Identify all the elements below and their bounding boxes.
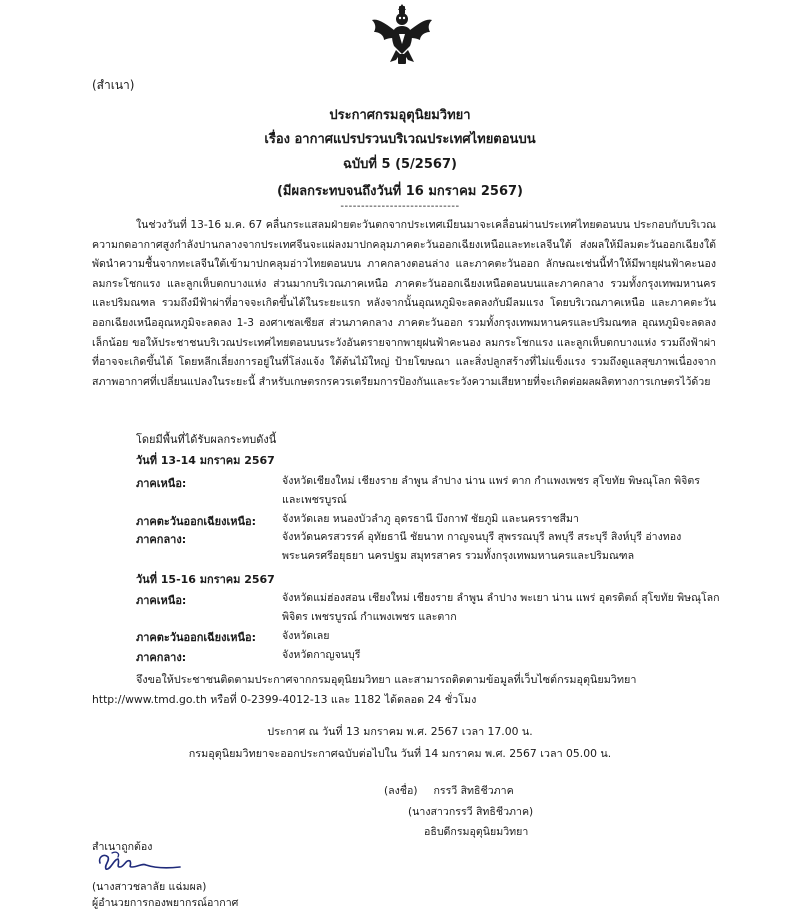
certifier-name: (นางสาวชลาลัย แฉ่มผล) [92, 881, 207, 893]
signer-title: อธิบดีกรมอุตุนิยมวิทยา [424, 826, 529, 838]
next-notice-datetime: กรมอุตุนิยมวิทยาจะออกประกาศฉบับต่อไปใน วันที่ 14 มกราคม พ.ศ. 2567 เวลา 05.00 น. [188, 747, 612, 760]
region-places: จังหวัดเชียงใหม่ เชียงราย ลำพูน ลำปาง น่าน แพร่ ตาก กำแพงเพชร สุโขทัย พิษณุโลก พิจิตร และเพชรบูรณ์ [282, 475, 700, 506]
region-places: จังหวัดเลย หนองบัวลำภู อุดรธานี บึงกาฬ ชัยภูมิ และนครราชสีมา [282, 513, 579, 525]
signature-line [384, 782, 514, 799]
region-places: จังหวัดแม่ฮ่องสอน เชียงใหม่ เชียงราย ลำพูน ลำปาง พะเยา น่าน แพร่ อุตรดิตถ์ สุโขทัย พิษณุโลก พิจิตร เพชรบูรณ์ กำแพงเพชร และตาก [282, 592, 720, 623]
separator-line: ----------------------------- [340, 201, 460, 212]
handwritten-signature-icon [94, 847, 184, 875]
garuda-emblem-icon [370, 4, 434, 66]
announcement-title: ประกาศกรมอุตุนิยมวิทยา [329, 108, 471, 123]
signed-label: (ลงชื่อ) [384, 785, 418, 797]
announcement-issue-number: ฉบับที่ 5 (5/2567) [343, 157, 457, 172]
period-date: วันที่ 15-16 มกราคม 2567 [136, 573, 275, 586]
announced-datetime: ประกาศ ณ วันที่ 13 มกราคม พ.ศ. 2567 เวลา 17.00 น. [267, 725, 533, 738]
signer-name: กรรวี สิทธิชีวภาค [433, 785, 514, 797]
region-label: ภาคเหนือ: [136, 594, 187, 607]
announcement-subject: เรื่อง อากาศแปรปรวนบริเวณประเทศไทยตอนบน [264, 132, 536, 147]
advice-paragraph: จึงขอให้ประชาชนติดตามประกาศจากกรมอุตุนิยมวิทยา และสามารถติดตามข้อมูลที่เว็บไซต์กรมอุตุนิยมวิทยา http://www.tmd.go.th หรือที่ 0-2399-4012-13 และ 1182 ได้ตลอด 24 ชั่วโมง [92, 673, 637, 706]
certifier-role: ผู้อำนวยการกองพยากรณ์อากาศ [92, 897, 239, 909]
region-label: ภาคกลาง: [136, 533, 187, 546]
region-label: ภาคกลาง: [136, 651, 187, 664]
region-label: ภาคตะวันออกเฉียงเหนือ: [136, 515, 257, 528]
region-places: จังหวัดกาญจนบุรี [282, 649, 361, 661]
period-date: วันที่ 13-14 มกราคม 2567 [136, 454, 275, 467]
region-places: จังหวัดนครสวรรค์ อุทัยธานี ชัยนาท กาญจนบุรี สุพรรณบุรี ลพบุรี สระบุรี สิงห์บุรี อ่างทอง พระนครศรีอยุธยา นครปฐม สมุทรสาคร รวมทั้งกรุงเทพมหานครและปริมณฑล [282, 531, 682, 562]
copy-mark: (สำเนา) [92, 78, 135, 92]
region-places: จังหวัดเลย [282, 630, 330, 642]
announcement-effective-date: (มีผลกระทบจนถึงวันที่ 16 มกราคม 2567) [276, 184, 523, 199]
signer-full-name: (นางสาวกรรวี สิทธิชีวภาค) [408, 806, 534, 818]
region-label: ภาคเหนือ: [136, 477, 187, 490]
region-label: ภาคตะวันออกเฉียงเหนือ: [136, 631, 257, 644]
certified-copy-label: สำเนาถูกต้อง [92, 841, 153, 853]
affected-areas-intro: โดยมีพื้นที่ได้รับผลกระทบดังนี้ [136, 433, 277, 446]
announcement-body: ในช่วงวันที่ 13-16 ม.ค. 67 คลื่นกระแสลมฝ่ายตะวันตกจากประเทศเมียนมาจะเคลื่อนผ่านประเทศไทยตอนบน ประกอบกับบริเวณความกดอากาศสูงกำลังปานกลางจากประเทศจีนจะแผ่ลงมาปกคลุมภาคตะวันออกเฉียงเหนือและทะเลจีนใต้ ส่งผลให้มีลมตะวันออกเฉียงใต้พัดนำความชื้นจากทะเลจีนใต้เข้ามาปกคลุมอ่าวไทยตอนบน ภาคกลางตอนล่าง และภาคตะวันออก ลักษณะเช่นนี้ทำให้มีพายุฝนฟ้าคะนอง ลมกระโชกแรง และลูกเห็บตกบางแห่ง ส่วนมากบริเวณภาคเหนือ ภาคตะวันออกเฉียงเหนือตอนบนและภาคกลาง รวมทั้งกรุงเทพมหานครและปริมณฑล รวมถึงมีฟ้าผ่าที่อาจจะเกิดขึ้นได้ในระยะแรก หลังจากนั้นอุณหภูมิจะลดลงกับมีลมแรง โดยบริเวณภาคเหนือ และภาคตะวันออกเฉียงเหนืออุณหภูมิจะลดลง 1-3 องศาเซลเซียส ส่วนภาคกลาง ภาคตะวันออก รวมทั้งกรุงเทพมหานครและปริมณฑล อุณหภูมิจะลดลงเล็กน้อย ขอให้ประชาชนบริเวณประเทศไทยตอนบนระวังอันตรายจากพายุฝนฟ้าคะนอง ลมกระโชกแรง และลูกเห็บตกบางแห่ง รวมถึงฟ้าผ่าที่อาจจะเกิดขึ้นได้ โดยหลีกเลี่ยงการอยู่ในที่โล่งแจ้ง ใต้ต้นไม้ใหญ่ ป้ายโฆษณา และสิ่งปลูกสร้างที่ไม่แข็งแรง รวมถึงดูแลสุขภาพเนื่องจากสภาพอากาศที่เปลี่ยนแปลงในระยะนี้ สำหรับเกษตรกรควรเตรียมการป้องกันและระวังความเสียหายที่จะเกิดต่อผลผลิตทางการเกษตรไว้ด้วย [92, 219, 716, 388]
